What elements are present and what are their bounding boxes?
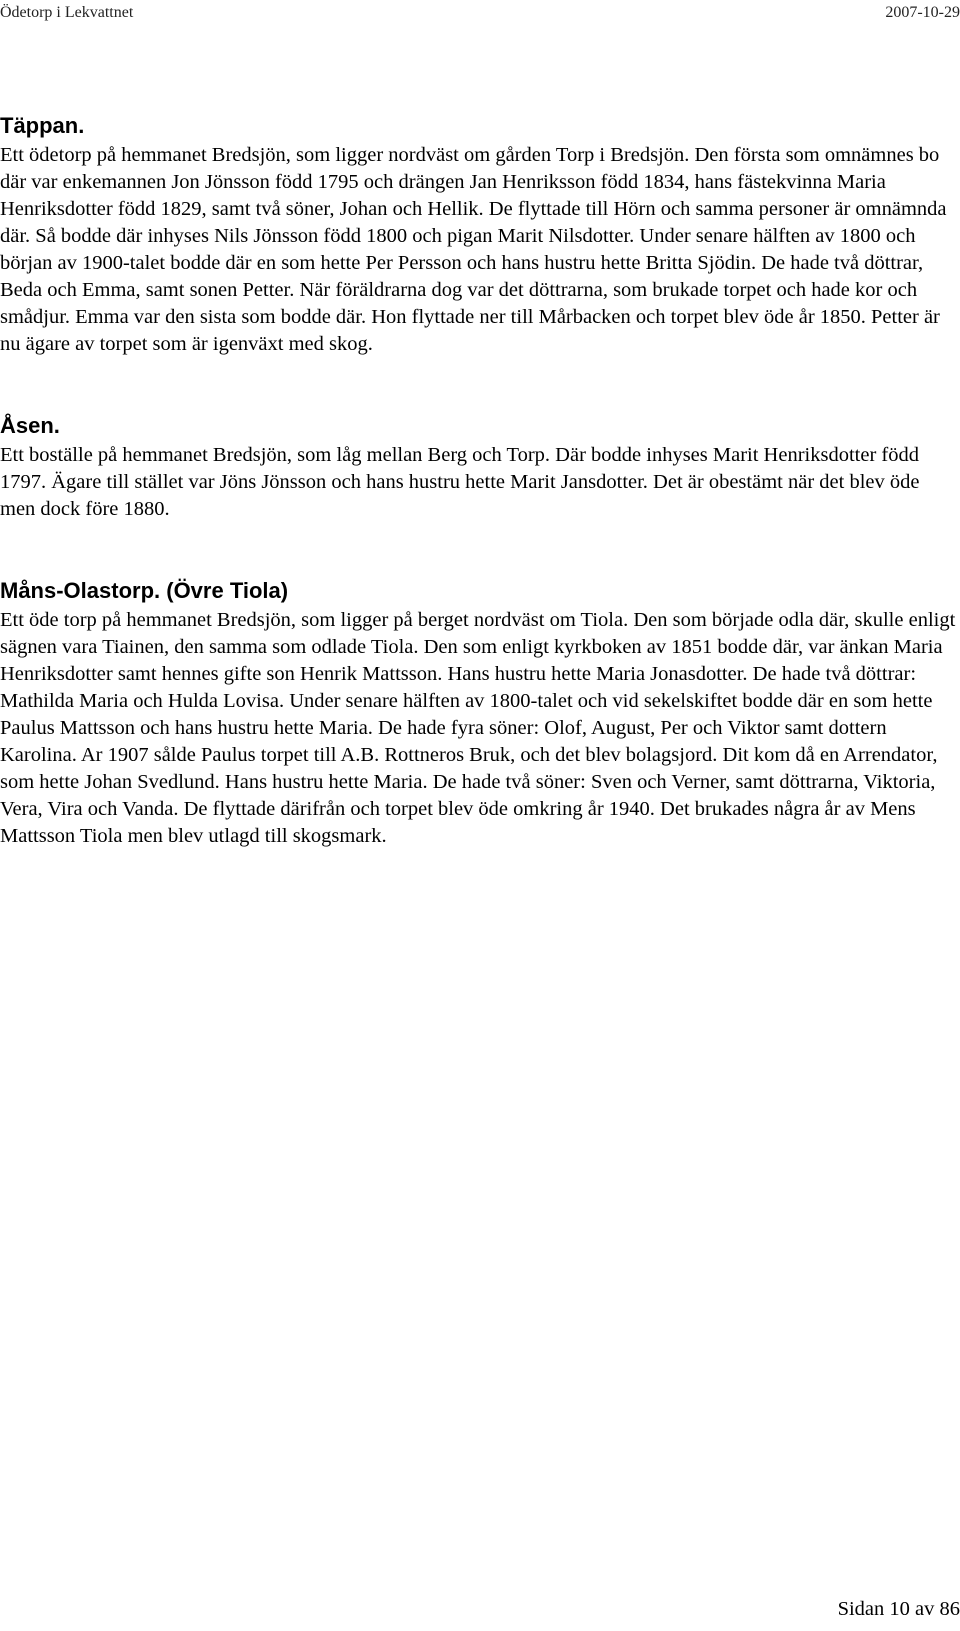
- section-heading: Täppan.: [0, 113, 85, 138]
- section-heading: Måns-Olastorp. (Övre Tiola): [0, 578, 289, 603]
- section-mans-olastorp: [0, 577, 958, 850]
- section-body: Ett boställe på hemmanet Bredsjön, som låg mellan Berg och Torp. Där bodde inhyses Marit Henriksdotter född 1797. Ägare till stället var Jöns Jönsson och hans hustru hette Marit Jansdotter. Det är obestämt när det blev öde men dock före 1880.: [0, 444, 920, 520]
- section-asen: [0, 412, 958, 523]
- page-header: [0, 4, 960, 28]
- section-heading: Åsen.: [0, 413, 60, 438]
- document-date: 2007-10-29: [885, 4, 960, 21]
- document-title: Ödetorp i Lekvattnet: [0, 4, 134, 21]
- page-number: Sidan 10 av 86: [837, 1598, 960, 1620]
- section-tappan: [0, 112, 958, 358]
- section-body: Ett öde torp på hemmanet Bredsjön, som ligger på berget nordväst om Tiola. Den som började odla där, skulle enligt sägnen vara Tiainen, den samma som odlade Tiola. Den som enligt kyrkboken av 1851 bodde där, var änkan Maria Henriksdotter samt hennes gifte son Henrik Mattsson. Hans hustru hette Maria Jonasdotter. De hade två döttrar: Mathilda Maria och Hulda Lovisa. Under senare hälften av 1800-talet och vid sekelskiftet bodde där en som hette Paulus Mattsson och hans hustru hette Maria. De hade fyra söner: Olof, August, Per och Viktor samt dottern Karolina. Ar 1907 sålde Paulus torpet till A.B. Rottneros Bruk, och det blev bolagsjord. Dit kom då en Arrendator, som hette Johan Svedlund. Hans hustru hette Maria. De hade två söner: Sven och Verner, samt döttrarna, Viktoria, Vera, Vira och Vanda. De flyttade därifrån och torpet blev öde omkring år 1940. Det brukades några år av Mens Mattsson Tiola men blev utlagd till skogsmark.: [0, 609, 956, 847]
- document-content: [0, 112, 958, 850]
- section-body: Ett ödetorp på hemmanet Bredsjön, som ligger nordväst om gården Torp i Bredsjön. Den första som omnämnes bo där var enkemannen Jon Jönsson född 1795 och drängen Jan Henriksson född 1834, hans fästekvinna Maria Henriksdotter född 1829, samt två söner, Johan och Hellik. De flyttade till Hörn och samma personer är omnämnda där. Så bodde där inhyses Nils Jönsson född 1800 och pigan Marit Nilsdotter. Under senare hälften av 1800 och början av 1900-talet bodde där en som hette Per Persson och hans hustru hette Britta Sjödin. De hade två döttrar, Beda och Emma, samt sonen Petter. När föräldrarna dog var det döttrarna, som brukade torpet och hade kor och smådjur. Emma var den sista som bodde där. Hon flyttade ner till Mårbacken och torpet blev öde år 1850. Petter är nu ägare av torpet som är igenväxt med skog.: [0, 144, 947, 355]
